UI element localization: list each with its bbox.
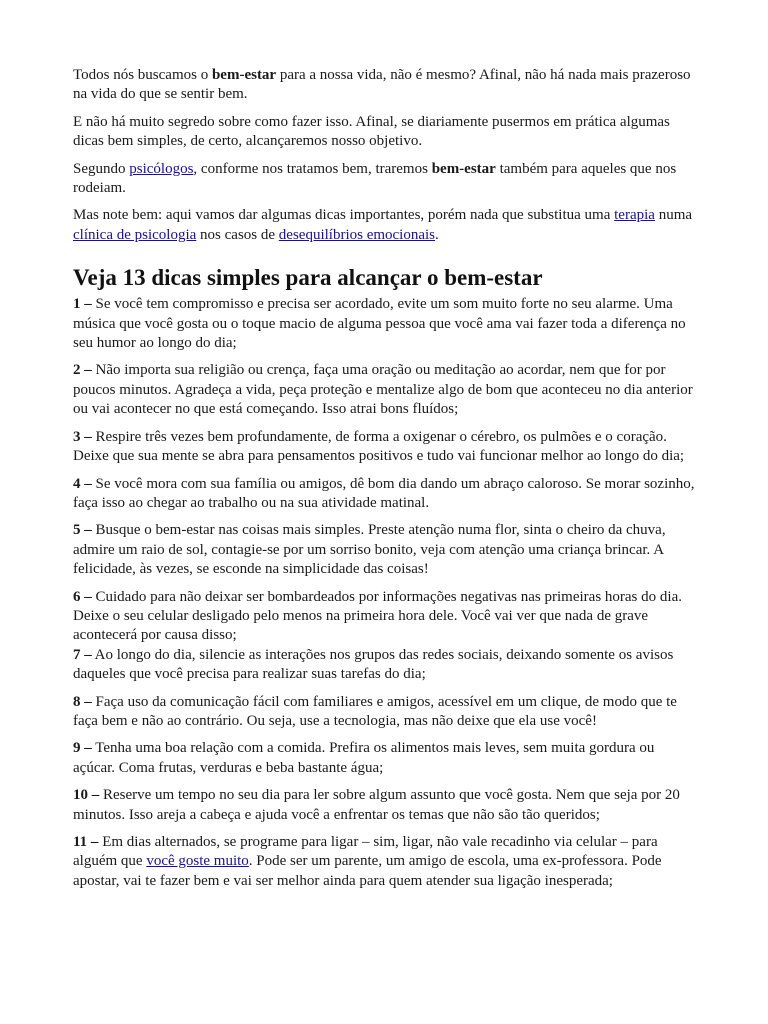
intro-paragraph-4 bbox=[73, 206, 698, 245]
tip-text: Reserve um tempo no seu dia para ler sobre algum assunto que você gosta. Nem que seja por 20 minutos. Isso areja a cabeça e ajuda você a enfrentar os temas que não são tão queridos; bbox=[73, 787, 680, 823]
bold-term: bem-estar bbox=[431, 160, 496, 177]
bold-term: bem-estar bbox=[211, 67, 277, 83]
intro-paragraph-3 bbox=[73, 160, 698, 199]
tip-number: 11 – bbox=[73, 834, 99, 850]
tip-number: 7 – bbox=[73, 646, 92, 663]
tip-item bbox=[73, 646, 698, 685]
text: numa bbox=[654, 207, 693, 224]
tip-item bbox=[73, 428, 698, 467]
tip-item bbox=[73, 786, 698, 825]
tip-item bbox=[73, 693, 698, 732]
tip-number: 2 – bbox=[73, 362, 92, 379]
tip-text: Em dias alternados, se programe para ligar – sim, ligar, não vale recadinho via celular – para alguém que bbox=[73, 834, 658, 870]
text: nos casos de bbox=[196, 226, 279, 243]
tip-text: Respire três vezes bem profundamente, de forma a oxigenar o cérebro, os pulmões e o coração. Deixe que sua mente se abra para pensamentos positivos e tudo vai funcionar melhor ao longo do dia; bbox=[73, 428, 685, 465]
text: também para aqueles que nos rodeiam. bbox=[73, 160, 677, 197]
tip-text: Cuidado para não deixar ser bombardeados por informações negativas nas primeiras horas do dia. Deixe o seu celular desligado pelo menos na primeira hora dele. Você vai ver que nada de grave acontecerá por causa disso; bbox=[73, 588, 682, 644]
tip-text: Faça uso da comunicação fácil com familiares e amigos, acessível em um clique, de modo que te faça bem e não ao contrário. Ou seja, use a tecnologia, mas não deixe que ela use você! bbox=[73, 693, 677, 729]
tip-item bbox=[73, 833, 698, 891]
tip-text: Ao longo do dia, silencie as interações nos grupos das redes sociais, deixando somente os avisos daqueles que você precisa para realizar suas tarefas do dia; bbox=[73, 646, 674, 683]
text: Segundo bbox=[73, 160, 130, 177]
tip-number: 3 – bbox=[73, 428, 92, 445]
tip-number: 10 – bbox=[73, 787, 100, 804]
tip-text: Não importa sua religião ou crença, faça uma oração ou meditação ao acordar, nem que for por poucos minutos. Agradeça a vida, peça proteção e mentalize algo de bom que aconteceu no dia anterior ou vai acontecer no que está começando. Isso atrai bons fluídos; bbox=[73, 362, 693, 418]
section-heading: Veja 13 dicas simples para alcançar o bem-estar bbox=[73, 265, 543, 291]
link-desequilibrios-emocionais[interactable]: desequilíbrios emocionais bbox=[278, 226, 436, 243]
text: E não há muito segredo sobre como fazer isso. Afinal, se diariamente pusermos em prática algumas dicas bem simples, de certo, alcançaremos nosso objetivo. bbox=[73, 113, 670, 150]
tip-text: Se você mora com sua família ou amigos, dê bom dia dando um abraço caloroso. Se morar sozinho, faça isso ao chegar ao trabalho ou na sua atividade matinal. bbox=[73, 475, 695, 511]
tip-item bbox=[73, 588, 698, 646]
tip-number: 8 – bbox=[73, 693, 92, 710]
tip-item bbox=[73, 739, 698, 778]
tip-text: Se você tem compromisso e precisa ser acordado, evite um som muito forte no seu alarme. Uma música que você gosta ou o toque macio de alguma pessoa que você ama vai fazer toda a diferença no seu humor ao longo do dia; bbox=[73, 296, 686, 352]
text: , conforme nos tratamos bem, traremos bbox=[193, 160, 432, 177]
text: Todos nós buscamos o bbox=[73, 67, 212, 83]
intro-paragraph-2 bbox=[73, 113, 698, 152]
link-psicologos[interactable]: psicólogos bbox=[129, 160, 194, 177]
text: . bbox=[435, 226, 439, 243]
tip-item bbox=[73, 295, 698, 353]
tip-number: 4 – bbox=[73, 475, 92, 492]
tip-number: 1 – bbox=[73, 296, 92, 313]
text: para a nossa vida, não é mesmo? Afinal, não há nada mais prazeroso na vida do que se sentir bem. bbox=[73, 67, 691, 103]
tip-item bbox=[73, 361, 698, 419]
intro-paragraph-1 bbox=[73, 66, 698, 105]
text: Mas note bem: aqui vamos dar algumas dicas importantes, porém nada que substitua uma bbox=[73, 207, 615, 224]
link-clinica-de-psicologia[interactable]: clínica de psicologia bbox=[73, 226, 197, 243]
tip-number: 6 – bbox=[73, 588, 92, 605]
tip-item bbox=[73, 475, 698, 514]
link-terapia[interactable]: terapia bbox=[614, 207, 655, 224]
tip-text: . Pode ser um parente, um amigo de escola, uma ex-professora. Pode apostar, vai te fazer bem e vai ser melhor ainda para quem atender sua ligação inesperada; bbox=[73, 853, 662, 889]
tip-item bbox=[73, 521, 698, 579]
tip-number: 9 – bbox=[73, 740, 92, 757]
tip-number: 5 – bbox=[73, 522, 92, 539]
tip-text: Busque o bem-estar nas coisas mais simples. Preste atenção numa flor, sinta o cheiro da chuva, admire um raio de sol, contagie-se por um sorriso bonito, veja com atenção uma criança brincar. A felicidade, às vezes, se esconde na simplicidade das coisas! bbox=[73, 522, 666, 578]
link-voce-goste-muito[interactable]: você goste muito bbox=[146, 853, 249, 870]
tip-text: Tenha uma boa relação com a comida. Prefira os alimentos mais leves, sem muita gordura ou açúcar. Coma frutas, verduras e beba bastante água; bbox=[73, 740, 655, 776]
